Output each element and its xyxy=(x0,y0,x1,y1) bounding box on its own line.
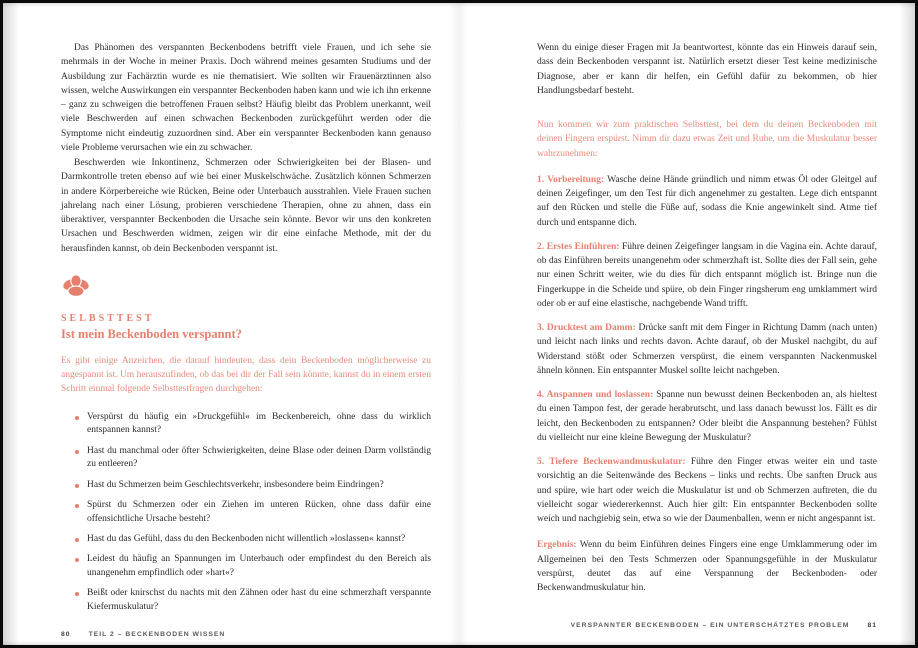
step-label: 3. Drucktest am Damm: xyxy=(537,323,636,333)
flower-icon xyxy=(61,273,431,305)
step-item xyxy=(537,455,877,526)
right-page xyxy=(459,3,915,645)
step-text: Spanne nun bewusst deinen Beckenboden an, als hieltest du einen Tampon fest, der gerade herabrutscht, und lass danach bewusst los. Fällt es dir leicht, den Beckenboden zu entspannen? Oder bleibt die Anspannung bestehen? Fühlst du vielleicht nur eine kleine Bewegung der Muskulatur? xyxy=(537,390,878,443)
step-text: Führe deinen Zeigefinger langsam in die Vagina ein. Achte darauf, ob das Einführen bereits unangenehm oder schmerzhaft ist. Sollte dies der Fall sein, gehe nur einen Schritt weiter, wie du dies für dich entspannt möglich ist. Bringe nun die Fingerkuppe in die Scheide und spüre, ob dein Finger ringsherum eng umklammert wird oder ob er auf eine elastische, nachgebende Wand trifft. xyxy=(537,241,878,309)
question-item xyxy=(75,587,431,615)
question-text: Leidest du häufig an Spannungen im Unterbauch oder empfindest du den Bereich als unangenehm empfindlich oder »hart«? xyxy=(87,554,431,578)
paragraph: Beschwerden wie Inkontinenz, Schmerzen oder Schwierigkeiten bei der Blasen- und Darmkontrolle treten ebenso auf wie bei einer Muskelschwäche. Zusätzlich können Schmerzen in andere Körperbereiche wie Rücken, Beine oder Unterbauch ausstrahlen. Viele Frauen suchen jahrelang nach einer Lösung, probieren verschiedene Therapien, ohne zu ahnen, dass ein überaktiver, verspannter Beckenboden die Ursache sein könnte. Bevor wir uns den konkreten Ursachen und Beschwerden widmen, zeigen wir dir eine einfache Methode, mit der du herausfinden kannst, ob dein Beckenboden verspannt ist. xyxy=(61,158,431,254)
question-text: Hast du das Gefühl, dass du den Beckenboden nicht willentlich »loslassen« kannst? xyxy=(87,533,406,544)
paragraph: Das Phänomen des verspannten Beckenbodens betrifft viele Frauen, und ich sehe sie mehrmals in der Woche in meiner Praxis. Doch während meines gesamten Studiums und der Ausbildung zur Fachärztin wurde es nie thematisiert. Wie sollten wir Frauenärztinnen also wissen, welche Auswirkungen ein verspannter Beckenboden haben kann und wie ich ihn erkenne – ganz zu schweigen die betroffenen Frauen selbst? Häufig bleibt das Problem unerkannt, weil viele Beschwerden auf einen schwachen Beckenboden zurückgeführt werden oder die Symptome nicht eindeutig zuzuordnen sind. Aber ein verspannter Beckenboden kann genauso viele Probleme verursachen wie ein zu schwacher. xyxy=(61,43,431,153)
result-label: Ergebnis: xyxy=(537,540,577,551)
step-label: 5. Tiefere Beckenwandmuskulatur: xyxy=(537,457,686,467)
question-item xyxy=(75,445,431,473)
question-item xyxy=(75,499,431,527)
step-item xyxy=(537,173,877,230)
chapter-title: VERSPANNTER BECKENBODEN – EIN UNTERSCHÄTZTES PROBLEM xyxy=(570,622,850,629)
page-number: 81 xyxy=(867,622,877,629)
selftest-questions xyxy=(61,411,431,615)
step-item xyxy=(537,388,877,445)
left-footer xyxy=(61,621,431,638)
selftest-subtitle: Ist mein Beckenboden verspannt? xyxy=(61,326,242,341)
paragraph: Wenn du einige dieser Fragen mit Ja beantwortest, könnte das ein Hinweis darauf sein, dass dein Beckenboden verspannt ist. Natürlich ersetzt dieser Test keine medizinische Diagnose, aber er kann dir helfen, ein Gefühl dafür zu bekommen, ob hier Handlungsbedarf besteht. xyxy=(537,43,877,96)
question-item xyxy=(75,411,431,439)
question-text: Hast du Schmerzen beim Geschlechtsverkehr, insbesondere beim Eindringen? xyxy=(87,479,384,490)
result-text: Wenn du beim Einführen deines Fingers eine enge Umklammerung oder im Allgemeinen bei den Tests Schmerzen oder Spannungsgefühle in der Muskulatur verspürst, deutet das auf eine Verspannung der Beckenboden- oder Beckenwandmuskulatur hin. xyxy=(537,540,877,593)
step-item xyxy=(537,240,877,311)
selftest-title: SELBSTTEST xyxy=(61,312,155,324)
chapter-title: TEIL 2 – BECKENBODEN WISSEN xyxy=(88,631,226,639)
question-item xyxy=(75,553,431,581)
selftest-section xyxy=(61,273,431,621)
question-text: Verspürst du häufig ein »Druckgefühl« im Beckenbereich, ohne dass du wirklich entspannen kannst? xyxy=(87,411,431,436)
step-label: 2. Erstes Einführen: xyxy=(537,241,620,252)
step-label: 4. Anspannen und loslassen: xyxy=(537,390,654,400)
step-label: 1. Vorbereitung: xyxy=(537,174,605,185)
result-block xyxy=(537,538,877,595)
right-footer xyxy=(537,612,877,629)
question-text: Beißt oder knirschst du nachts mit den Zähnen oder hast du eine schmerzhaft verspannte Kiefermuskulatur? xyxy=(87,588,431,612)
step-item xyxy=(537,321,877,378)
question-text: Spürst du Schmerzen oder ein Ziehen im unteren Rücken, ohne dass dafür eine offensichtliche Ursache besteht? xyxy=(87,499,431,524)
page-number: 80 xyxy=(61,631,71,639)
step-text: Wasche deine Hände gründlich und nimm etwas Öl oder Gleitgel auf deinen Zeigefinger, um den Test für dich angenehmer zu gestalten. Lege dich entspannt auf den Rücken und stelle die Füße auf, sodass die Knie angewinkelt sind. Atme tief durch und entspanne dich. xyxy=(537,174,877,228)
question-text: Hast du manchmal oder öfter Schwierigkeiten, deine Blase oder deinen Darm vollständig zu entleeren? xyxy=(87,445,431,470)
question-item xyxy=(75,533,431,547)
question-item xyxy=(75,479,431,493)
step-text: Drücke sanft mit dem Finger in Richtung Damm (nach unten) und leicht nach links und rechts davon. Achte darauf, ob der Muskel nachgibt, du auf Widerstand stößt oder Schmerzen verspürst, die einem verspannten Nackenmuskel ähneln können. Ein entspannter Muskel sollte leicht nachgeben. xyxy=(537,323,878,376)
selftest-intro: Es gibt einige Anzeichen, die darauf hindeuten, dass dein Beckenboden möglicherweise zu angespannt ist. Um herauszufinden, ob das bei dir der Fall sein könnte, kannst du in einem ersten Schritt einmal folgende Selbsttestfragen durchgehen: xyxy=(61,355,431,395)
left-page xyxy=(3,3,459,645)
step-text: Führe den Finger etwas weiter ein und taste vorsichtig an die Seitenwände des Beckens – links und rechts. Übe sanften Druck aus und spüre, wie hart oder weich die Muskulatur ist und ob Schmerzen auftreten, die du vielleicht sogar wiedererkennst. Auch hier gilt: Ein entspannter Beckenboden sollte weich und nachgiebig sein, etwa so wie der Daumenballen, wenn er nicht angespannt ist. xyxy=(537,457,877,524)
lead-paragraph: Nun kommen wir zum praktischen Selbsttest, bei dem du deinen Beckenboden mit deinen Fingern erspürst. Nimm dir dazu etwas Zeit und Ruhe, um die Muskulatur besser wahrzunehmen: xyxy=(537,120,877,159)
